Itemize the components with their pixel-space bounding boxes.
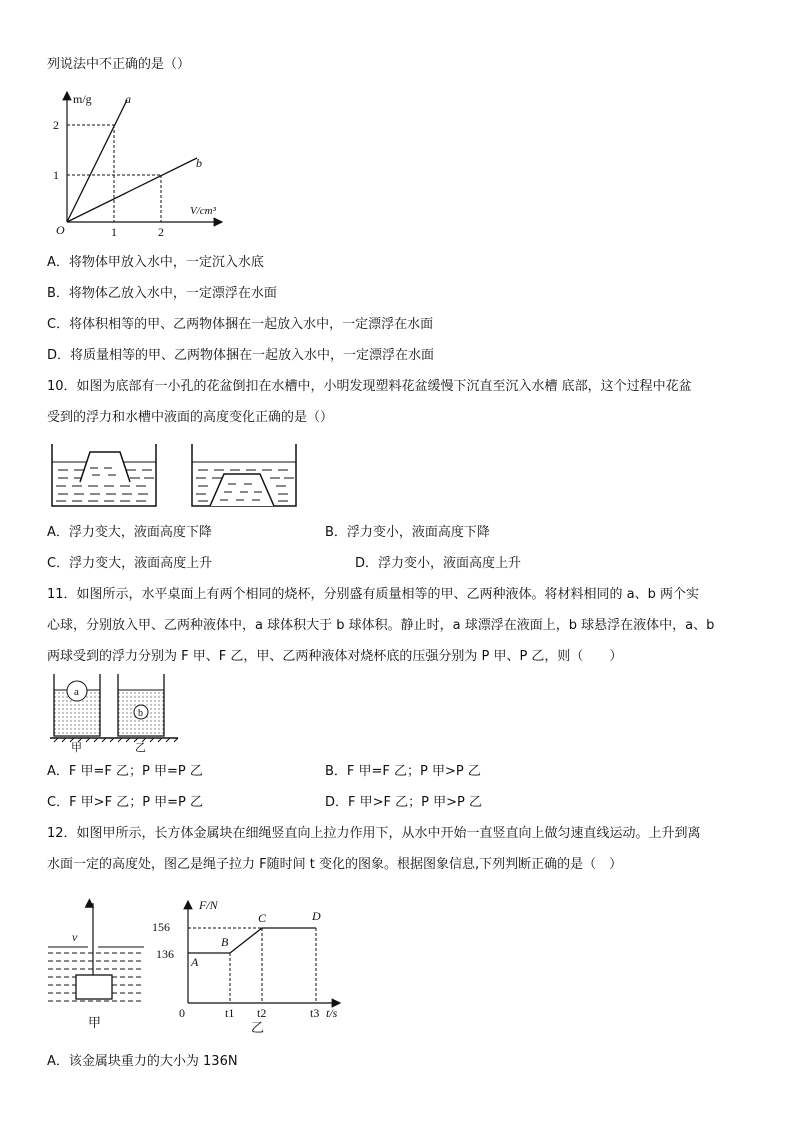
tick-t1: t1 [225,1006,235,1020]
tank-right [192,444,296,506]
ytick-2: 2 [53,118,59,132]
q11-stem-3: 两球受到的浮力分别为 F 甲、F 乙，甲、乙两种液体对烧杯底的压强分别为 P 甲、P 乙，则（ ） [47,649,623,664]
tank-left [52,444,156,506]
xtick-2: 2 [158,225,164,239]
label-jia: 甲 [71,742,82,754]
metal-block [76,975,112,999]
label-a: a [125,92,131,106]
ball-a-label: a [74,686,79,698]
ytick-136: 136 [156,947,174,961]
block-in-water-figure [48,895,158,1035]
label-jia-q12: 甲 [88,1015,102,1030]
origin-label: O [56,223,65,237]
q11-option-c: C．F 甲>F 乙；P 甲=P 乙 [47,795,204,810]
point-b: B [221,935,229,949]
t-axis-label: t/s [326,1006,338,1020]
q12-stem-2: 水面一定的高度处，图乙是绳子拉力 F随时间 t 变化的图象。根据图象信息,下列判断正确的是（ ） [47,857,623,872]
y-axis-label: m/g [73,92,92,106]
label-yi-q12: 乙 [251,1020,265,1035]
point-d: D [312,909,321,923]
q11-stem-1: 11．如图所示，水平桌面上有两个相同的烧杯，分别盛有质量相等的甲、乙两种液体。将材料相同的 a、b 两个实 [47,587,700,602]
q10-stem-2: 受到的浮力和水槽中液面的高度变化正确的是（） [47,410,334,425]
q10-option-a: A．浮力变大，液面高度下降 [47,525,212,540]
tick-t3: t3 [310,1006,320,1020]
table-surface [50,738,178,742]
q9-option-b: B．将物体乙放入水中，一定漂浮在水面 [47,286,277,301]
q12-option-a: A．该金属块重力的大小为 136N [47,1054,238,1069]
q9-option-c: C．将体积相等的甲、乙两物体捆在一起放入水中，一定漂浮在水面 [47,317,434,332]
ytick-156: 156 [152,920,170,934]
beaker-yi [118,674,164,736]
q11-option-d: D．F 甲>F 乙；P 甲>P 乙 [325,795,482,810]
q10-stem-1: 10．如图为底部有一小孔的花盆倒扣在水槽中，小明发现塑料花盆缓慢下沉直至沉入水槽 底部，这个过程中花盆 [47,379,692,394]
x-axis-label: V/cm³ [190,205,216,217]
intro-text: 列说法中不正确的是（） [47,57,191,72]
force-curve [188,928,316,953]
flowerpot-figure [50,442,310,512]
line-b [67,158,197,222]
label-b: b [196,156,202,170]
point-a: A [191,955,199,969]
q11-option-b: B．F 甲=F 乙；P 甲>P 乙 [325,764,481,779]
beaker-jia [54,674,100,736]
beakers-figure [50,672,180,752]
ytick-1: 1 [53,168,59,182]
velocity-label: v [72,930,78,944]
point-c: C [258,911,267,925]
origin-zero: 0 [179,1006,185,1020]
xtick-1: 1 [111,225,117,239]
mass-volume-graph [50,88,250,248]
q12-stem-1: 12．如图甲所示，长方体金属块在细绳竖直向上拉力作用下，从水中开始一直竖直向上做匀速直线运动。上升到离 [47,826,701,841]
q11-stem-2: 心球，分别放入甲、乙两种液体中，a 球体积大于 b 球体积。静止时，a 球漂浮在液面上，b 球悬浮在液体中，a、b [47,618,715,633]
line-a [67,100,127,222]
tick-t2: t2 [257,1006,267,1020]
f-axis-label: F/N [199,898,218,912]
q10-option-d: D．浮力变小，液面高度上升 [355,556,522,571]
q10-option-b: B．浮力变小，液面高度下降 [325,525,490,540]
force-time-graph [152,895,355,1040]
label-yi: 乙 [135,742,146,754]
q11-option-a: A．F 甲=F 乙；P 甲=P 乙 [47,764,203,779]
ball-b-label: b [138,708,143,719]
q9-option-a: A．将物体甲放入水中，一定沉入水底 [47,255,264,270]
q9-option-d: D．将质量相等的甲、乙两物体捆在一起放入水中，一定漂浮在水面 [47,348,435,363]
q10-option-c: C．浮力变大，液面高度上升 [47,556,213,571]
